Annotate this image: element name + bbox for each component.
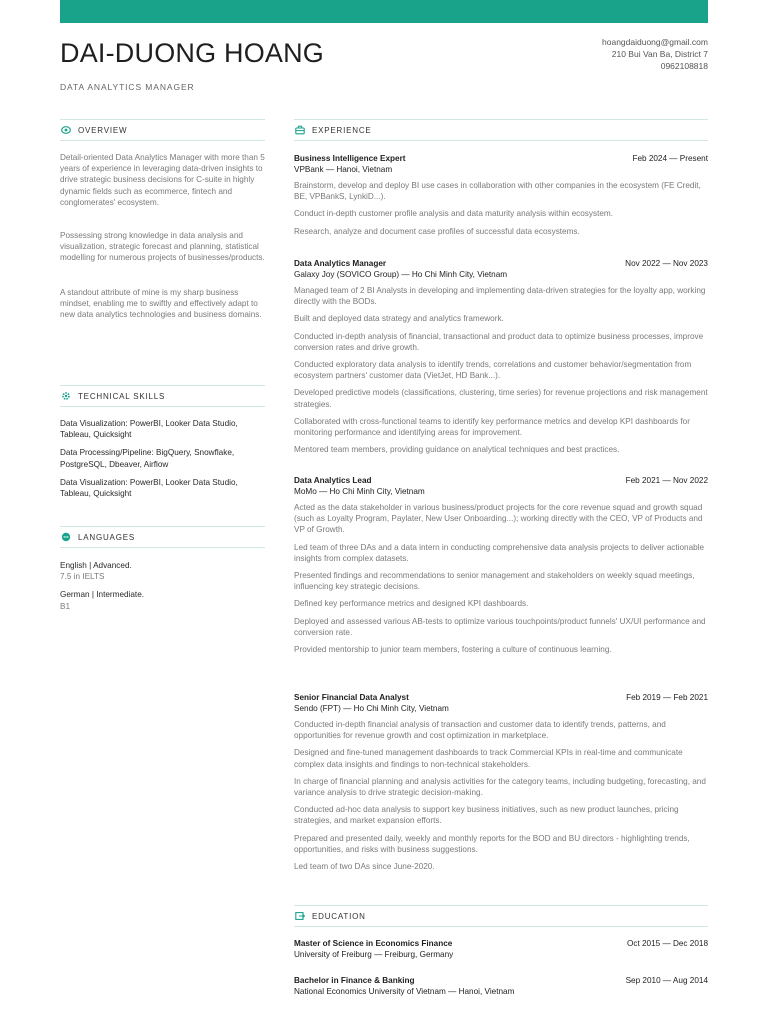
overview-paragraph: Detail-oriented Data Analytics Manager with more than 5 years of experience in leveraging data-driven insights to drive strategic business decisions for C-suite in highly dynamic fields such as ecommerce, fintech and conglomerates' ecosystem. <box>60 153 265 207</box>
job-bullet: Conducted ad-hoc data analysis to support key business initiatives, such as new product launches, pricing strategies, and market expansion efforts. <box>294 805 679 826</box>
job-entry <box>294 259 708 461</box>
language-level: B1 <box>60 601 71 611</box>
job-bullet: Mentored team members, providing guidance on analytical techniques and best practices. <box>294 445 620 455</box>
job-dates: Nov 2022 — Nov 2023 <box>625 259 708 268</box>
job-company: MoMo — Ho Chi Minh City, Vietnam <box>294 487 425 496</box>
job-entry <box>294 693 708 878</box>
job-bullet: Deployed and assessed various AB-tests to optimize various touchpoints/product funnels' UX/UI performance and conversion rate. <box>294 616 706 637</box>
language-name: German | Intermediate. <box>60 590 145 600</box>
job-bullet: Presented findings and recommendations to senior management and stakeholders on weekly squad meetings, influencing key strategic decisions. <box>294 571 695 592</box>
skill-item: Data Processing/Pipeline: BigQuery, Snowflake, PostgreSQL, Dbeaver, Airflow <box>60 448 235 469</box>
skills-heading: TECHNICAL SKILLS <box>78 391 166 401</box>
job-dates: Feb 2024 — Present <box>632 154 708 163</box>
skill-item: Data Visualization: PowerBI, Looker Data Studio, Tableau, Quicksight <box>60 419 238 440</box>
job-bullet: Provided mentorship to junior team members, fostering a culture of continuous learning. <box>294 645 612 655</box>
job-bullet: Collaborated with cross-functional teams to identify key performance metrics and develop KPI dashboards for monitoring performance and identifying areas for improvement. <box>294 416 690 438</box>
education-school: University of Freiburg — Freiburg, Germany <box>294 950 454 959</box>
briefcase-icon <box>295 125 305 135</box>
job-bullet: Built and deployed data strategy and analytics framework. <box>294 314 504 324</box>
job-bullet: Brainstorm, develop and deploy BI use cases in collaboration with other companies in the ecosystem (FE Credit, BE, VPBankS, LynkiD...). <box>294 181 701 202</box>
job-bullet: Defined key performance metrics and designed KPI dashboards. <box>294 599 529 609</box>
languages-section-header <box>60 526 265 548</box>
contact-block <box>602 36 708 72</box>
education-section-header <box>294 905 708 927</box>
job-bullet: Conducted in-depth analysis of financial, transactional and product data to optimize business processes, improve conversion rates and drive growth. <box>294 331 704 352</box>
languages-list <box>60 560 265 612</box>
gear-icon <box>61 391 71 401</box>
education-degree: Bachelor in Finance & Banking <box>294 976 415 985</box>
job-company: VPBank — Hanoi, Vietnam <box>294 165 393 174</box>
job-dates: Feb 2021 — Nov 2022 <box>625 476 708 485</box>
job-bullet: Led team of two DAs since June-2020. <box>294 862 435 872</box>
job-bullet: Conducted in-depth financial analysis of transaction and customer data to identify trends, patterns, and opportunities for revenue growth and cost optimization in marketplace. <box>294 720 666 741</box>
overview-paragraph: Possessing strong knowledge in data analysis and visualization, strategic forecast and planning, statistical modelling for numerous projects of businesses/products. <box>60 231 265 263</box>
job-role: Data Analytics Lead <box>294 476 372 485</box>
overview-section-header <box>60 119 265 141</box>
skills-list <box>60 418 265 499</box>
education-dates: Oct 2015 — Dec 2018 <box>626 939 708 948</box>
education-heading: EDUCATION <box>312 911 366 921</box>
eye-icon <box>61 125 71 135</box>
job-role: Senior Financial Data Analyst <box>294 693 409 702</box>
experience-heading: EXPERIENCE <box>312 125 372 135</box>
job-entry <box>294 476 708 661</box>
job-dates: Feb 2019 — Feb 2021 <box>626 693 708 702</box>
education-entry <box>294 976 708 996</box>
education-entry <box>294 939 708 959</box>
overview-body <box>60 152 265 320</box>
overview-paragraph: A standout attribute of mine is my sharp business mindset, enabling me to swiftly and effectively adapt to new data analytics technologies and business domains. <box>60 287 262 320</box>
job-bullet: Prepared and presented daily, weekly and monthly reports for the BOD and BU directors - highlighting trends, opportunities, and risks with business suggestions. <box>294 833 690 854</box>
education-school: National Economics University of Vietnam — Hanoi, Vietnam <box>294 987 515 996</box>
job-company: Galaxy Joy (SOVICO Group) — Ho Chi Minh City, Vietnam <box>294 270 508 279</box>
graduation-icon <box>295 911 305 921</box>
skills-section-header <box>60 385 265 407</box>
job-entry <box>294 154 708 243</box>
job-bullet: Acted as the data stakeholder in various business/product projects for the core revenue squad and growth squad (such as Loyalty Program, Paylater, New User Onboarding...); working directly with the CEO, VP of Products and VP of Growth. <box>294 503 703 535</box>
job-bullet: Designed and fine-tuned management dashboards to track Commercial KPIs in real-time and communicate complex data insights and findings to non-technical stakeholders. <box>294 748 683 769</box>
contact-phone[interactable]: 0962108818 <box>660 61 708 71</box>
job-bullet: Led team of three DAs and a data intern in conducting comprehensive data analysis projects to deliver actionable insights from complex datasets. <box>294 542 705 563</box>
skill-item: Data Visualization: PowerBI, Looker Data Studio, Tableau, Quicksight <box>60 477 238 499</box>
job-bullet: Research, analyze and document case profiles of successful data ecosystems. <box>294 226 580 236</box>
contact-address: 210 Bui Van Ba, District 7 <box>611 49 708 59</box>
overview-heading: OVERVIEW <box>78 125 128 135</box>
chat-icon <box>61 532 71 542</box>
job-role: Business Intelligence Expert <box>294 154 406 163</box>
job-company: Sendo (FPT) — Ho Chi Minh City, Vietnam <box>294 704 449 713</box>
education-dates: Sep 2010 — Aug 2014 <box>625 976 708 985</box>
language-level: 7.5 in IELTS <box>60 572 105 582</box>
contact-email[interactable]: hoangdaiduong@gmail.com <box>602 37 708 47</box>
job-bullet: Developed predictive models (classifications, clustering, time series) for revenue projections and risk management strategies. <box>294 388 708 409</box>
experience-section-header <box>294 119 708 141</box>
candidate-title: DATA ANALYTICS MANAGER <box>60 82 195 92</box>
job-bullet: Managed team of 2 BI Analysts in developing and implementing data-driven strategies for the loyalty app, working directly with the BODs. <box>294 286 706 307</box>
job-bullet: In charge of financial planning and analysis activities for the category teams, including budgeting, forecasting, and variance analysis to drive strategic decision-making. <box>294 776 706 798</box>
top-accent-bar <box>60 0 708 23</box>
job-bullet: Conducted exploratory data analysis to identify trends, correlations and customer behavior/segmentation from ecosystem partners' customer data (VietJet, HD Bank...). <box>294 360 692 381</box>
job-role: Data Analytics Manager <box>294 259 387 268</box>
candidate-name: DAI-DUONG HOANG <box>60 38 325 68</box>
job-bullet: Conduct in-depth customer profile analysis and data maturity analysis within ecosystem. <box>294 209 614 219</box>
languages-heading: LANGUAGES <box>78 532 135 542</box>
education-degree: Master of Science in Economics Finance <box>294 939 453 948</box>
language-name: English | Advanced. <box>60 561 132 570</box>
